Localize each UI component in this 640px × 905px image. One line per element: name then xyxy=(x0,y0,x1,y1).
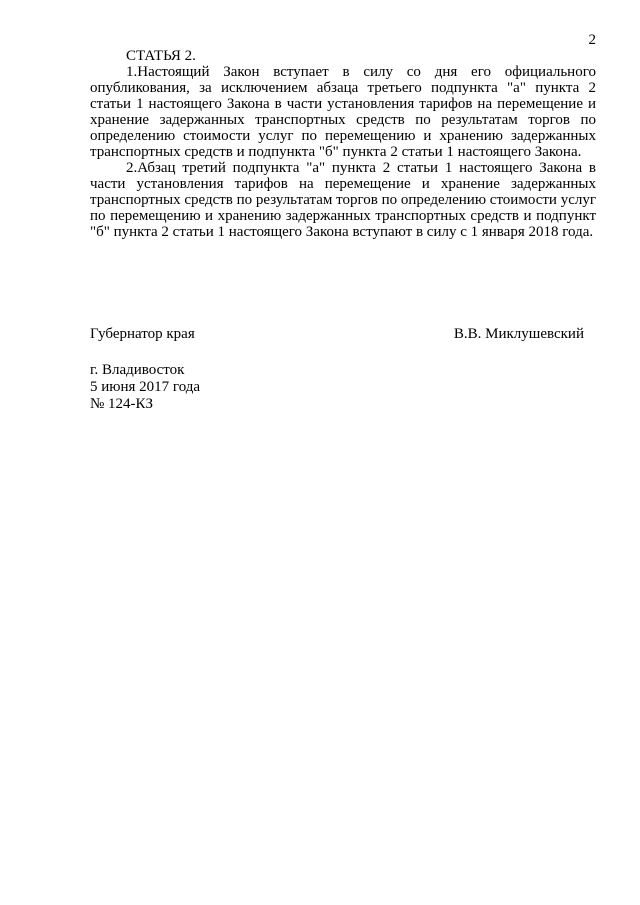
signatory-name: В.В. Миклушевский xyxy=(453,326,584,342)
place-city: г. Владивосток xyxy=(90,362,185,378)
article-body xyxy=(90,48,596,240)
article-heading: СТАТЬЯ 2. xyxy=(126,48,196,64)
page-number: 2 xyxy=(588,32,596,48)
article-paragraph-2: 2.Абзац третий подпункта "а" пункта 2 статьи 1 настоящего Закона в части установления тарифов на перемещение и хранение задержанных транспортных средств по результатам торгов по определению стоимости услуг по перемещению и хранению задержанных транспортных средств и подпункт "б" пункта 2 статьи 1 настоящего Закона вступают в силу с 1 января 2018 года. xyxy=(90,160,596,240)
law-number: № 124-КЗ xyxy=(90,396,154,412)
article-paragraph-1: 1.Настоящий Закон вступает в силу со дня его официального опубликования, за исключением абзаца третьего подпункта "а" пункта 2 статьи 1 настоящего Закона в части установления тарифов на перемещение и хранение задержанных транспортных средств по результатам торгов по определению стоимости услуг по перемещению и хранению задержанных транспортных средств и подпункта "б" пункта 2 статьи 1 настоящего Закона. xyxy=(90,64,596,160)
signatory-position: Губернатор края xyxy=(90,326,195,342)
place-date: 5 июня 2017 года xyxy=(90,379,201,395)
place-date-block xyxy=(90,362,200,413)
